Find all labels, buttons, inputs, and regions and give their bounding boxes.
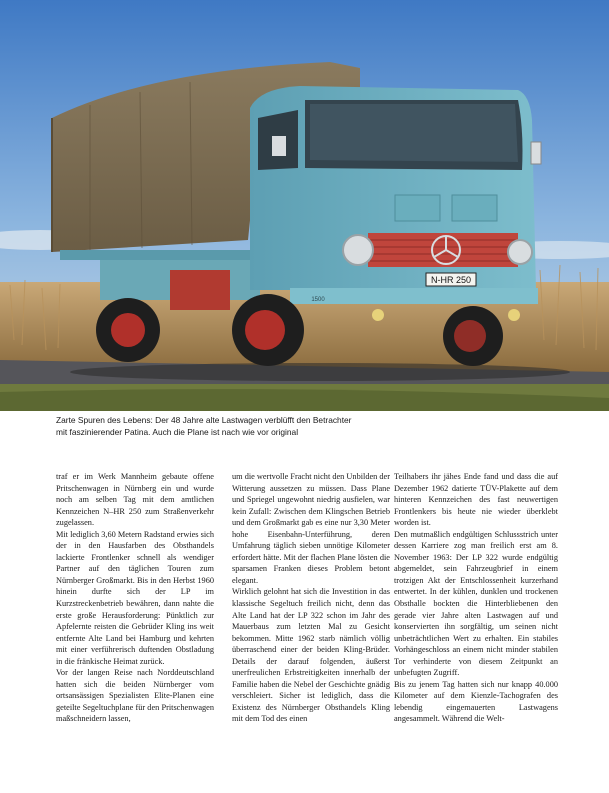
paragraph: Den mutmaßlich endgültigen Schlussstrich unter dessen Karriere zog man freilich erst am 8. November 1963: Der LP 322 wurde endgültig abgemeldet, sein Fahrzeugbrief in einem trotzigen Akt der Entschlossenheit kurzerhand entwertet. In der kühlen, dunklen und trockenen Obsthalle bockten die Hinterbliebenen den gerade vier Jahre alten Lastwagen auf und konservierten ihn sorgfältig, um seinen nicht unbeträchtlichen Wert zu erhalten. Ein stabiles Vorhängeschloss an einem nicht minder stabilen Tor verhinderte von diesem Zeitpunkt an unbefugten Zugriff. bbox=[394, 529, 558, 678]
paragraph: Teilhabers ihr jähes Ende fand und dass die auf Dezember 1962 datierte TÜV-Plakette auf dem hinteren Kennzeichen des fast neuwertigen Frontlenkers bis heute nie wieder überklebt worden ist. bbox=[394, 472, 558, 528]
paragraph: Vor der langen Reise nach Norddeutschland hatten sich die beiden Nürnberger vom ortsansässigen Spezialisten Elite-Planen eine geteilte Segeltuchplane für den Pritschenwagen maßschneidern lassen, bbox=[56, 668, 214, 724]
article-column-1 bbox=[56, 471, 214, 725]
cab-badge: 1500 bbox=[311, 297, 325, 303]
paragraph: Bis zu jenem Tag hatten sich nur knapp 40.000 Kilometer auf dem Kienzle-Tachografen des lebendig eingemauerten Lastwagens angesammelt. Während die Welt- bbox=[394, 679, 558, 724]
paragraph: Mit lediglich 3,60 Metern Radstand erwies sich der in den Hausfarben des Obsthandels lackierte Frontlenker schnell als wendiger Partner auf den täglichen Touren zum Nürnberger Großmarkt. Bis in den Herbst 1960 hinein durfte sich der LP im Kurzstreckenbetrieb bewähren, dann nahte die erste große Herausforderung: Pünktlich zur Apfelernte reisten die Gebrüder Kling ins weit entfernte Alte Land bei Hamburg und kehrten mit einer verführerisch duftenden Obstladung in die fränkische Heimat zurück. bbox=[56, 529, 214, 666]
paragraph: traf er im Werk Mannheim gebaute offene Pritschenwagen in Nürnberg ein und wurde noch am selben Tag mit dem amtlichen Kennzeichen N–HR 250 zum Straßenverkehr zugelassen. bbox=[56, 472, 214, 528]
paragraph: um die wertvolle Fracht nicht den Unbilden der Witterung aussetzen zu müssen. Dass Plane und Spriegel ungewohnt niedrig ausfielen, war kein Zufall: Zwischen dem Klingschen Betrieb und dem Großmarkt gab es eine nur 3,30 Meter hohe Eisenbahn-Unterführung, deren Umfahrung täglich sieben unnötige Kilometer erfordert hätte. Mit der flachen Plane lösten die sparsamen Franken dieses Problem betont elegant. bbox=[232, 472, 390, 585]
photo-caption bbox=[56, 415, 576, 438]
caption-line: mit faszinierender Patina. Auch die Plane ist nach wie vor original bbox=[56, 426, 299, 437]
caption-line: Zarte Spuren des Lebens: Der 48 Jahre alte Lastwagen verblüfft den Betrachter bbox=[56, 415, 352, 425]
article-column-3 bbox=[394, 471, 558, 725]
paragraph: Wirklich gelohnt hat sich die Investition in das klassische Segeltuch freilich nicht, denn das Alte Land hat der LP 322 schon im Jahr des Mauerbaus zum letzten Mal zu Gesicht bekommen. Mitte 1962 starb nämlich völlig überraschend einer der beiden Kling-Brüder. Details der darauf folgenden, äußerst unerfreulichen Erbstreitigkeiten innerhalb der Familie haben die Nebel der Geschichte gnädig verschleiert. Sicher ist lediglich, dass die Existenz des Nürnberger Obsthandels Kling mit dem Tod des einen bbox=[232, 587, 390, 724]
article-column-2 bbox=[232, 471, 390, 725]
license-plate: N-HR 250 bbox=[430, 275, 472, 285]
